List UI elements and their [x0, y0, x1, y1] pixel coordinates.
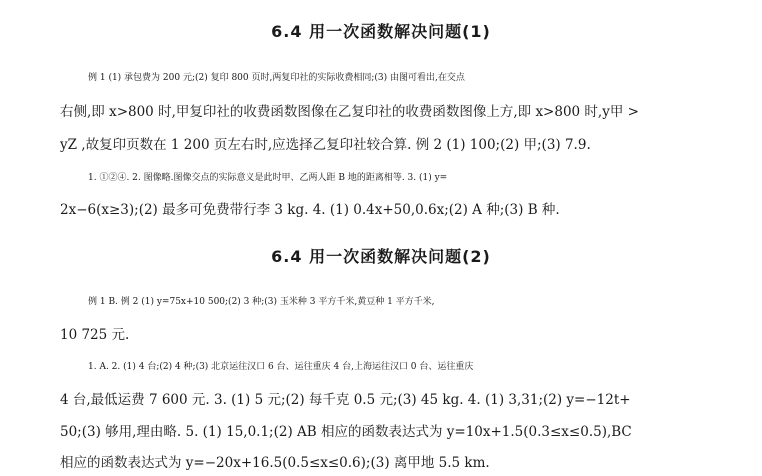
s1-line-1: 例 1 (1) 承包费为 200 元;(2) 复印 800 页时,两复印社的实际收费相同;(3) 由图可看出,在交点 — [88, 73, 465, 83]
s2-line-6: 相应的函数表达式为 y=−20x+16.5(0.5≤x≤0.6);(3) 离甲地 5.5 km. — [60, 455, 490, 471]
s1-line-2: 右侧,即 x>800 时,甲复印社的收费函数图像在乙复印社的收费函数图像上方,即 x>800 时,y甲 > — [60, 104, 639, 120]
s2-line-5: 50;(3) 够用,理由略. 5. (1) 15,0.1;(2) AB 相应的函数表达式为 y=10x+1.5(0.3≤x≤0.5),BC — [60, 424, 632, 440]
s2-line-1: 例 1 B. 例 2 (1) y=75x+10 500;(2) 3 种;(3) 玉米种 3 平方千米,黄豆种 1 平方千米, — [88, 297, 435, 307]
s1-line-5: 2x−6(x≥3);(2) 最多可免费带行李 3 kg. 4. (1) 0.4x+50,0.6x;(2) A 种;(3) B 种. — [60, 202, 560, 218]
s2-line-4: 4 台,最低运费 7 600 元. 3. (1) 5 元;(2) 每千克 0.5 元;(3) 45 kg. 4. (1) 3,31;(2) y=−12t+ — [60, 392, 631, 408]
section-2-title: 6.4 用一次函数解决问题(2) — [271, 247, 491, 266]
s1-line-4: 1. ①②④. 2. 图像略.图像交点的实际意义是此时甲、乙两人距 B 地的距离相等. 3. (1) y= — [88, 173, 448, 183]
section-1-title: 6.4 用一次函数解决问题(1) — [271, 22, 491, 41]
s1-line-3: yZ ,故复印页数在 1 200 页左右时,应选择乙复印社较合算. 例 2 (1) 100;(2) 甲;(3) 7.9. — [60, 137, 591, 153]
s2-line-3: 1. A. 2. (1) 4 台;(2) 4 种;(3) 北京运往汉口 6 台、运往重庆 4 台,上海运往汉口 0 台、运往重庆 — [88, 362, 474, 372]
s2-line-2: 10 725 元. — [60, 327, 130, 343]
